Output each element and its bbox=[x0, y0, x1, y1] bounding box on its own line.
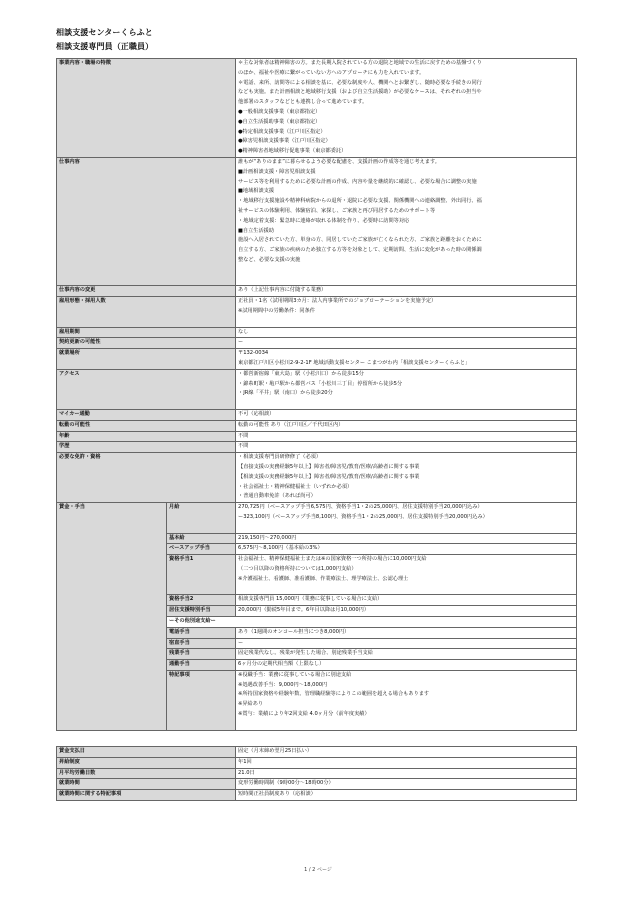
value-cell bbox=[236, 442, 577, 453]
value-cell bbox=[236, 431, 577, 442]
value-cell bbox=[236, 369, 577, 409]
value-cell bbox=[236, 544, 577, 555]
value-line: 【相談支援の実務経験5年以上】障害者/障害児/教育/医療/高齢者に関する事業 bbox=[238, 473, 420, 480]
value-line: 変形労働時間制（9時00分〜18時00分） bbox=[238, 780, 334, 787]
value-line: ■計画相談支援・障害児相談支援 bbox=[238, 168, 316, 175]
value-line: 社会福祉士、精神保健福祉士または※の国家資格一つ所持の場合に10,000円支給 bbox=[238, 556, 427, 563]
value-line: ●特定相談支援事業（江戸川区指定） bbox=[238, 128, 326, 135]
table-row bbox=[57, 59, 577, 158]
value-cell bbox=[236, 768, 577, 779]
value-line: 短時間正社員制度あり（応相談） bbox=[238, 791, 316, 798]
table-row bbox=[57, 431, 577, 442]
value-line: ・社会福祉士・精神保健福祉士（いずれか必須） bbox=[238, 483, 353, 490]
value-cell bbox=[236, 297, 577, 327]
value-line: あり（上記仕事内容に付随する業務） bbox=[238, 287, 327, 294]
value-line: ●一般相談支援事業（東京都指定） bbox=[238, 108, 321, 115]
value-cell bbox=[236, 638, 577, 649]
row-label: 年齢 bbox=[57, 431, 236, 442]
value-line: ※役職手当：業務に従事している場合に別途支給 bbox=[238, 671, 352, 678]
value-line: 6,575円〜8,100円（基本給の3%） bbox=[238, 545, 323, 552]
row-label: 仕事内容の変更 bbox=[57, 286, 236, 297]
row-label: 賃金支払日 bbox=[57, 747, 236, 758]
value-line: あり（1週間のオンコール担当につき8,000円） bbox=[238, 628, 350, 635]
sub-label: 宿直手当 bbox=[167, 638, 236, 649]
value-line: ＊主な対象者は精神障害の方。また長期入院されている方の退院と地域での生活に戻すための基盤づくり bbox=[238, 60, 482, 66]
table-row bbox=[57, 442, 577, 453]
value-line: ・相談支援専門員研修修了（必須） bbox=[238, 454, 322, 461]
value-line: 不問 bbox=[238, 432, 249, 439]
table-row bbox=[57, 369, 577, 409]
value-cell bbox=[236, 453, 577, 503]
value-line: のほか、福祉や医療に繋がっていない方へのアプローチにも力を入れています。 bbox=[238, 69, 425, 76]
value-cell bbox=[236, 503, 577, 533]
row-label: 契約更新の可能性 bbox=[57, 338, 236, 349]
row-label: 月平均労働日数 bbox=[57, 768, 236, 779]
value-line: ※介護福祉士、看護師、准看護師、作業療法士、理学療法士、公認心理士 bbox=[238, 575, 409, 582]
value-line: 固定残業代なし。残業が発生した場合、別途残業手当支給 bbox=[238, 650, 373, 657]
value-line: ●精神障害者地域移行促進事業（東京都委託） bbox=[238, 148, 347, 155]
value-line: サービス等を利用するために必要な計画の作成、内容や量を継続的に確認し、必要な場合に調整の実施 bbox=[238, 178, 477, 185]
sub-label: 電話手当 bbox=[167, 627, 236, 638]
row-label: 転勤の可能性 bbox=[57, 420, 236, 431]
table-row bbox=[57, 420, 577, 431]
sub-label: 特記事項 bbox=[167, 670, 236, 730]
value-cell bbox=[236, 555, 577, 595]
table-row bbox=[57, 453, 577, 503]
value-cell bbox=[236, 606, 577, 617]
sub-label: 残業手当 bbox=[167, 649, 236, 660]
table-row bbox=[57, 327, 577, 338]
value-line: 東京都江戸川区小松川2-9-2-1F 地域活動支援センター こまつがわ内「相談支援センターくらふと」 bbox=[238, 359, 471, 366]
value-line: 固定（月末締め翌月25日払い） bbox=[238, 748, 313, 754]
value-cell bbox=[236, 409, 577, 420]
value-line: 他部署のスタッフなどとも連携し合って進めています。 bbox=[238, 99, 368, 106]
sub-label: 資格手当1 bbox=[167, 555, 236, 595]
value-cell bbox=[236, 790, 577, 801]
row-label: 就業時間に関する特記事項 bbox=[57, 790, 236, 801]
value-line: なども実施。また計画相談と地域移行支援（および自立生活援助）が必要なケースは、それぞれの担当や bbox=[238, 89, 482, 96]
value-cell bbox=[236, 533, 577, 544]
sub-label: 居住支援特別手当 bbox=[167, 606, 236, 617]
row-label: 必要な免許・資格 bbox=[57, 453, 236, 503]
value-line: ・地域定着支援：緊急時に連絡が取れる体制を作り、必要時に訪問等対応 bbox=[238, 217, 410, 224]
table-row bbox=[57, 349, 577, 370]
sub-label: 基本給 bbox=[167, 533, 236, 544]
value-line: ー bbox=[238, 639, 244, 646]
table-row bbox=[57, 409, 577, 420]
section-heading: ーその他別途支給ー bbox=[167, 616, 577, 627]
value-line: 【直接支援の実務経験5年以上】障害者/障害児/教育/医療/高齢者に関する事業 bbox=[238, 463, 420, 470]
table-row bbox=[57, 768, 577, 779]
value-line: 祉サービスの体験利用、体験宿泊、家探し、ご家族と再び同居するためのサポート等 bbox=[238, 207, 436, 214]
row-label: 就業時間 bbox=[57, 779, 236, 790]
position-title: 相談支援専門員（正職員） bbox=[56, 42, 154, 51]
table-row bbox=[57, 757, 577, 768]
value-line: ・都営新宿線「東大島」駅（小松川口）から徒歩15分 bbox=[238, 370, 364, 377]
value-cell bbox=[236, 670, 577, 730]
row-label: 賃金・手当 bbox=[57, 503, 167, 731]
table-row bbox=[57, 338, 577, 349]
value-line: 不問 bbox=[238, 443, 249, 450]
value-line: 整など、必要な支援の実施 bbox=[238, 256, 301, 263]
value-line: 270,725円（ベースアップ手当6,575円、資格手当1・2の25,000円、居住支援特別手当20,000円込み） bbox=[238, 504, 483, 511]
row-label: 昇給制度 bbox=[57, 757, 236, 768]
value-cell bbox=[236, 420, 577, 431]
sub-label: ベースアップ手当 bbox=[167, 544, 236, 555]
value-line: ※賞与：業績により年2回支給 4.0ヶ月分（前年度実績） bbox=[238, 711, 370, 718]
value-cell bbox=[236, 59, 577, 158]
value-line: 自立する方、ご家族の疾病のため独立する方等を対象として、定期訪問、生活に変化があった時の関係調 bbox=[238, 247, 482, 254]
value-cell bbox=[236, 627, 577, 638]
value-line: ※所持国家資格や経験年数、管理職経験等によりこの範囲を超える場合もあります bbox=[238, 691, 430, 698]
value-cell bbox=[236, 158, 577, 286]
row-label: 事業内容・職場の特徴 bbox=[57, 59, 236, 158]
value-line: なし bbox=[238, 328, 249, 335]
value-line: 誰もが“ありのまま”に暮らせるよう必要な配慮を、支援計画の作成等を通じ考えます。 bbox=[238, 159, 440, 165]
row-label: マイカー通勤 bbox=[57, 409, 236, 420]
value-line: ・地域移行支援施設や精神科病院からの退所・退院に必要な支援、関係機関への連絡調整、外出同行、福 bbox=[238, 198, 482, 205]
value-line: 219,150円〜270,000円 bbox=[238, 534, 297, 541]
value-line: 20,000円（勤続5年目まで。6年目以降は月10,000円） bbox=[238, 607, 370, 614]
value-line: 21.0日 bbox=[238, 769, 255, 776]
value-line: （二つ目以降の資格所持については1,000円支給） bbox=[238, 565, 357, 572]
row-label: 仕事内容 bbox=[57, 158, 236, 286]
sub-label: 資格手当2 bbox=[167, 595, 236, 606]
company-name: 相談支援センターくらふと bbox=[56, 28, 153, 37]
value-cell bbox=[236, 286, 577, 297]
value-line: ・錦糸町駅・亀戸駅から都営バス「小松川三丁目」停留所から徒歩5分 bbox=[238, 380, 403, 387]
value-line: ※処遇改善手当：9,000円〜18,000円 bbox=[238, 681, 328, 688]
table-row bbox=[57, 779, 577, 790]
table-row bbox=[57, 286, 577, 297]
value-line: 相談支援専門員 15,000円（業務に従事している場合に支給） bbox=[238, 596, 383, 603]
row-label: 学歴 bbox=[57, 442, 236, 453]
value-cell bbox=[236, 338, 577, 349]
value-cell bbox=[236, 649, 577, 660]
value-line: ・普通自動車免許（あれば尚可） bbox=[238, 493, 316, 500]
value-line: ※昇給あり bbox=[238, 701, 264, 708]
value-line: ■自立生活援助 bbox=[238, 227, 275, 234]
value-line: ＊電話、来所、訪問等による相談を基に、必要な制度や人、機関へとお繋ぎし、随時必要な手続きの同行 bbox=[238, 79, 482, 86]
value-line: ●障害児相談支援事業（江戸川区指定） bbox=[238, 138, 331, 145]
table-row bbox=[57, 747, 577, 758]
value-line: ■地域相談支援 bbox=[238, 188, 275, 195]
value-cell bbox=[236, 327, 577, 338]
table-row bbox=[57, 790, 577, 801]
table-row bbox=[57, 503, 577, 533]
row-label: 就業場所 bbox=[57, 349, 236, 370]
value-line: 6ヶ月分の定期代相当額（上限なし） bbox=[238, 661, 325, 668]
row-label: 雇用形態・採用人数 bbox=[57, 297, 236, 327]
sub-label: 通勤手当 bbox=[167, 660, 236, 671]
table-row bbox=[57, 297, 577, 327]
value-cell bbox=[236, 595, 577, 606]
value-line: 施設へ入居されていた方、単身の方、同居していたご家族が亡くなられた方、ご家族と距離をおくために bbox=[238, 237, 482, 244]
working-conditions-table bbox=[56, 746, 577, 801]
value-cell bbox=[236, 779, 577, 790]
value-line: 年1回 bbox=[238, 758, 252, 765]
job-details-table bbox=[56, 58, 577, 731]
value-line: ●自立生活援助事業（東京都指定） bbox=[238, 118, 321, 125]
value-line: ※試用期間中の労働条件：同条件 bbox=[238, 307, 315, 314]
sub-label: 月給 bbox=[167, 503, 236, 533]
value-line: 転勤の可能性 あり（江戸川区／千代田区内） bbox=[238, 421, 344, 428]
value-cell bbox=[236, 349, 577, 370]
value-line: 正社員・1名（試用期間3カ月：法人内事業所でのジョブローテーションを実施予定） bbox=[238, 298, 437, 305]
row-label: 雇用期間 bbox=[57, 327, 236, 338]
table-row bbox=[57, 158, 577, 286]
value-line: 〒132-0034 bbox=[238, 350, 269, 357]
value-cell bbox=[236, 660, 577, 671]
value-line: ・JR線「平井」駅（南口）から徒歩20分 bbox=[238, 390, 333, 397]
page-number: 1 / 2 ページ bbox=[304, 867, 332, 873]
value-cell bbox=[236, 747, 577, 758]
value-line: ー bbox=[238, 339, 244, 346]
value-line: 不可（応相談） bbox=[238, 410, 275, 417]
value-line: ー323,100円（ベースアップ手当8,100円、資格手当1・2の25,000円、居住支援特別手当20,000円込み） bbox=[238, 513, 488, 520]
row-label: アクセス bbox=[57, 369, 236, 409]
value-cell bbox=[236, 757, 577, 768]
